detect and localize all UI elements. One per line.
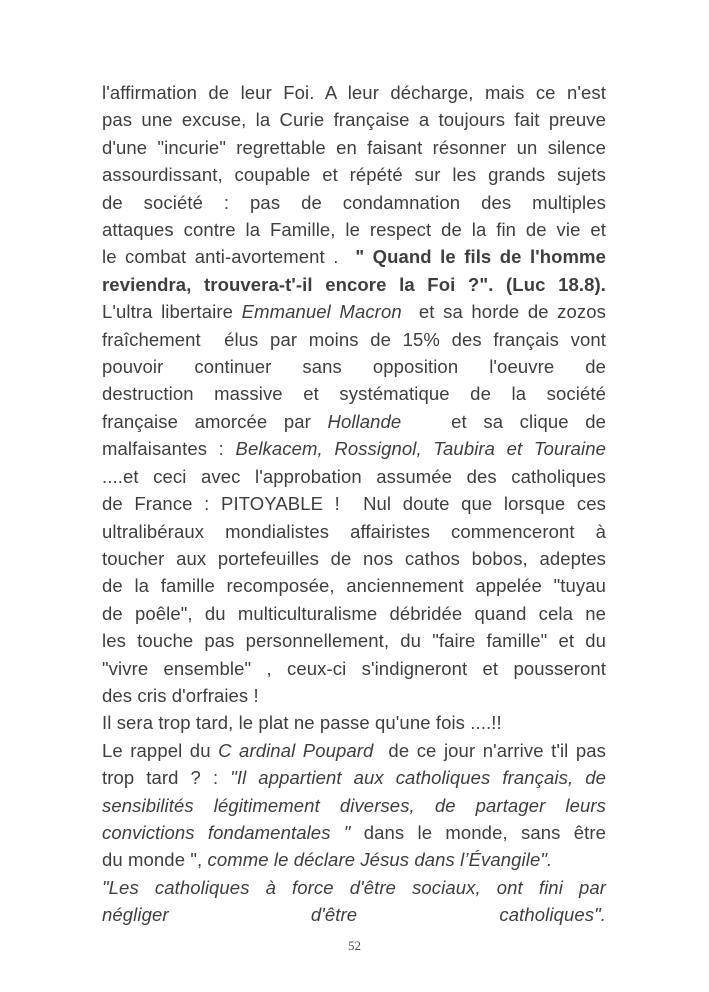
text-segment: "vivre ensemble" , ceux-ci s'indigneront et pousseront — [102, 657, 606, 679]
text-line — [102, 408, 606, 435]
text-line — [102, 106, 606, 133]
text-segment: "Les catholiques à force d'être sociaux, ont fini par — [102, 876, 606, 898]
text-line — [102, 435, 606, 462]
text-segment: de poêle", du multiculturalisme débridée quand cela ne — [102, 602, 606, 624]
text-segment: C ardinal Poupard — [218, 739, 374, 761]
text-segment: du monde ", — [102, 849, 208, 871]
text-segment: assourdissant, coupable et répété sur les grands sujets — [102, 164, 606, 186]
text-segment: Le rappel du — [102, 739, 219, 761]
text-segment: les touche pas personnellement, du "faire famille" et du — [102, 630, 606, 652]
text-segment: convictions fondamentales " — [102, 821, 351, 843]
text-line — [102, 161, 606, 188]
text-segment: de société : pas de condamnation des multiples — [102, 191, 606, 213]
text-line — [102, 874, 606, 901]
text-line — [102, 846, 606, 873]
text-segment: Il sera trop tard, le plat ne passe qu'une fois ....!! — [102, 712, 502, 734]
text-segment: Hollande — [327, 410, 402, 432]
text-line — [102, 216, 606, 243]
text-segment: dans le monde, sans être — [350, 821, 606, 843]
text-segment: " Quand le fils de l'homme — [355, 246, 606, 268]
text-segment: et sa clique de — [401, 410, 606, 432]
text-segment: toucher aux portefeuilles de nos cathos bobos, adeptes — [102, 547, 606, 569]
text-segment: de ce jour n'arrive t'il pas — [373, 739, 606, 761]
text-line — [102, 819, 606, 846]
text-segment: trop tard ? : — [102, 767, 231, 789]
text-segment: ....et ceci avec l'approbation assumée des catholiques — [102, 465, 606, 487]
text-line — [102, 901, 606, 928]
text-line — [102, 463, 606, 490]
text-segment: reviendra, trouvera-t'-il encore la Foi ?". (Luc 18.8). — [102, 273, 606, 295]
text-line — [102, 326, 606, 353]
text-segment: malfaisantes : — [102, 438, 236, 460]
text-line — [102, 490, 606, 517]
text-line — [102, 79, 606, 106]
text-line — [102, 572, 606, 599]
text-segment: destruction massive et systématique de la société — [102, 383, 606, 405]
text-segment: sensibilités légitimement diverses, de partager leurs — [102, 794, 606, 816]
text-segment: pas une excuse, la Curie française a toujours fait preuve — [102, 109, 606, 131]
text-line — [102, 353, 606, 380]
text-segment: attaques contre la Famille, le respect de la fin de vie et — [102, 219, 606, 241]
text-segment: pouvoir continuer sans opposition l'oeuvre de — [102, 356, 606, 378]
text-segment: des cris d'orfraies ! — [102, 684, 259, 706]
text-segment: comme le déclare Jésus dans l’Évangile". — [207, 849, 553, 871]
text-segment: négliger d'être catholiques". — [102, 904, 606, 926]
text-line — [102, 655, 606, 682]
text-line — [102, 737, 606, 764]
text-line — [102, 298, 606, 325]
text-line — [102, 792, 606, 819]
text-segment: et sa horde de zozos — [401, 301, 607, 323]
text-segment: ultralibéraux mondialistes affairistes commenceront à — [102, 520, 606, 542]
text-line — [102, 518, 606, 545]
text-line — [102, 627, 606, 654]
text-line — [102, 134, 606, 161]
text-segment: d'une "incurie" regrettable en faisant résonner un silence — [102, 136, 606, 158]
text-segment: fraîchement élus par moins de 15% des français vont — [102, 328, 606, 350]
text-segment: l'affirmation de leur Foi. A leur décharge, mais ce n'est — [102, 82, 606, 103]
text-segment: le combat anti-avortement . — [102, 246, 356, 268]
text-line — [102, 189, 606, 216]
text-line — [102, 545, 606, 572]
text-segment: de la famille recomposée, anciennement appelée "tuyau — [102, 575, 606, 597]
page-number: 52 — [348, 938, 361, 953]
text-segment: "Il appartient aux catholiques français, de — [230, 767, 606, 789]
text-segment: Emmanuel Macron — [241, 301, 402, 323]
text-segment: L'ultra libertaire — [102, 301, 242, 323]
text-line — [102, 764, 606, 791]
text-line — [102, 600, 606, 627]
text-line — [102, 682, 606, 709]
text-segment: Belkacem, Rossignol, Taubira et Touraine — [235, 438, 607, 460]
text-line — [102, 243, 606, 270]
text-line — [102, 380, 606, 407]
text-segment: française amorcée par — [102, 410, 328, 432]
text-line — [102, 709, 606, 736]
text-line — [102, 271, 606, 298]
body-text — [102, 79, 606, 929]
text-segment: de France : PITOYABLE ! Nul doute que lorsque ces — [102, 493, 606, 515]
